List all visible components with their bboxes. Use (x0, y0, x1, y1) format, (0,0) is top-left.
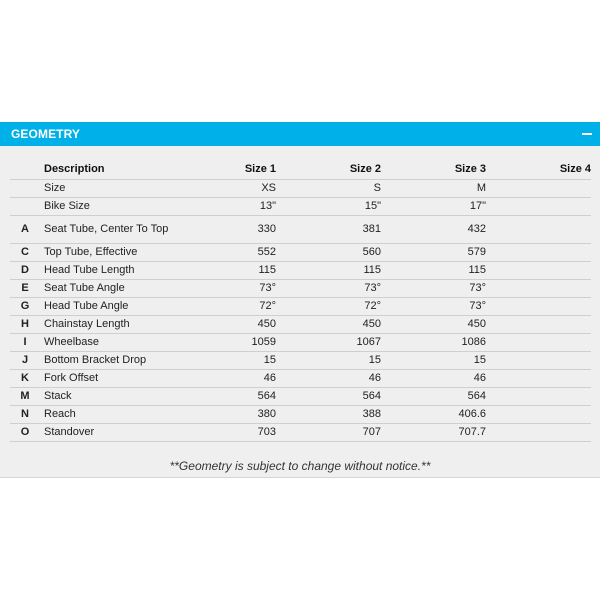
table-row (10, 388, 591, 406)
size-3-value: 564 (381, 388, 486, 406)
row-description: Size (40, 180, 172, 198)
column-header-size-4: Size 4 (486, 158, 591, 180)
row-letter: E (10, 280, 40, 298)
row-letter: I (10, 334, 40, 352)
table-row (10, 216, 591, 244)
size-2-value: 1067 (276, 334, 381, 352)
size-3-value: 406.6 (381, 406, 486, 424)
column-header-description: Description (40, 158, 172, 180)
column-header-size-3: Size 3 (381, 158, 486, 180)
size-1-value: 380 (172, 406, 276, 424)
column-header-size-2: Size 2 (276, 158, 381, 180)
row-letter: M (10, 388, 40, 406)
table-row (10, 316, 591, 334)
row-letter: G (10, 298, 40, 316)
row-description: Head Tube Length (40, 262, 172, 280)
row-letter: J (10, 352, 40, 370)
size-1-value: 703 (172, 424, 276, 442)
size-1-value: 72° (172, 298, 276, 316)
size-3-value: 115 (381, 262, 486, 280)
size-1-value: 330 (172, 216, 276, 244)
table-row (10, 280, 591, 298)
size-4-value (486, 406, 591, 424)
size-3-value: 450 (381, 316, 486, 334)
row-description: Top Tube, Effective (40, 244, 172, 262)
table-row (10, 298, 591, 316)
row-description: Standover (40, 424, 172, 442)
size-3-value: 707.7 (381, 424, 486, 442)
row-letter: N (10, 406, 40, 424)
table-row (10, 370, 591, 388)
panel-header[interactable] (0, 122, 600, 146)
size-2-value: 381 (276, 216, 381, 244)
size-1-value: 1059 (172, 334, 276, 352)
row-description: Seat Tube Angle (40, 280, 172, 298)
column-header-size-1: Size 1 (172, 158, 276, 180)
size-2-value: 46 (276, 370, 381, 388)
table-row (10, 406, 591, 424)
size-3-value: 73° (381, 298, 486, 316)
size-2-value: 15" (276, 198, 381, 216)
table-row (10, 244, 591, 262)
size-4-value (486, 370, 591, 388)
row-description: Bottom Bracket Drop (40, 352, 172, 370)
size-3-value: 46 (381, 370, 486, 388)
size-2-value: 388 (276, 406, 381, 424)
size-3-value: 17" (381, 198, 486, 216)
size-4-value (486, 198, 591, 216)
table-row (10, 180, 591, 198)
row-description: Stack (40, 388, 172, 406)
row-description: Chainstay Length (40, 316, 172, 334)
size-1-value: 15 (172, 352, 276, 370)
table-row (10, 198, 591, 216)
table-header-row (10, 158, 591, 180)
size-4-value (486, 180, 591, 198)
size-3-value: 432 (381, 216, 486, 244)
size-2-value: S (276, 180, 381, 198)
size-4-value (486, 244, 591, 262)
minus-icon[interactable] (582, 129, 592, 139)
size-3-value: 73° (381, 280, 486, 298)
size-3-value: 579 (381, 244, 486, 262)
size-2-value: 73° (276, 280, 381, 298)
size-4-value (486, 424, 591, 442)
size-2-value: 15 (276, 352, 381, 370)
disclaimer-note: **Geometry is subject to change without notice.** (169, 459, 431, 473)
row-description: Fork Offset (40, 370, 172, 388)
size-2-value: 560 (276, 244, 381, 262)
geometry-table (10, 158, 591, 442)
column-header-letter (10, 158, 40, 180)
size-4-value (486, 388, 591, 406)
size-1-value: 552 (172, 244, 276, 262)
row-description: Head Tube Angle (40, 298, 172, 316)
size-1-value: XS (172, 180, 276, 198)
row-letter: A (10, 216, 40, 244)
row-description: Seat Tube, Center To Top (40, 216, 172, 244)
row-letter: K (10, 370, 40, 388)
panel-title: GEOMETRY (11, 127, 81, 141)
row-description: Reach (40, 406, 172, 424)
row-letter (10, 180, 40, 198)
row-letter: C (10, 244, 40, 262)
size-4-value (486, 280, 591, 298)
size-2-value: 72° (276, 298, 381, 316)
size-1-value: 13" (172, 198, 276, 216)
row-letter: H (10, 316, 40, 334)
size-3-value: M (381, 180, 486, 198)
size-4-value (486, 334, 591, 352)
size-4-value (486, 316, 591, 334)
size-2-value: 450 (276, 316, 381, 334)
size-1-value: 73° (172, 280, 276, 298)
size-2-value: 564 (276, 388, 381, 406)
size-1-value: 564 (172, 388, 276, 406)
size-4-value (486, 262, 591, 280)
geometry-panel (0, 122, 600, 478)
table-row (10, 424, 591, 442)
row-letter: O (10, 424, 40, 442)
size-4-value (486, 298, 591, 316)
size-1-value: 450 (172, 316, 276, 334)
row-description: Wheelbase (40, 334, 172, 352)
table-row (10, 262, 591, 280)
table-row (10, 334, 591, 352)
size-4-value (486, 216, 591, 244)
table-row (10, 352, 591, 370)
size-1-value: 115 (172, 262, 276, 280)
size-2-value: 707 (276, 424, 381, 442)
size-3-value: 1086 (381, 334, 486, 352)
size-1-value: 46 (172, 370, 276, 388)
size-3-value: 15 (381, 352, 486, 370)
row-letter (10, 198, 40, 216)
size-4-value (486, 352, 591, 370)
size-2-value: 115 (276, 262, 381, 280)
row-letter: D (10, 262, 40, 280)
row-description: Bike Size (40, 198, 172, 216)
